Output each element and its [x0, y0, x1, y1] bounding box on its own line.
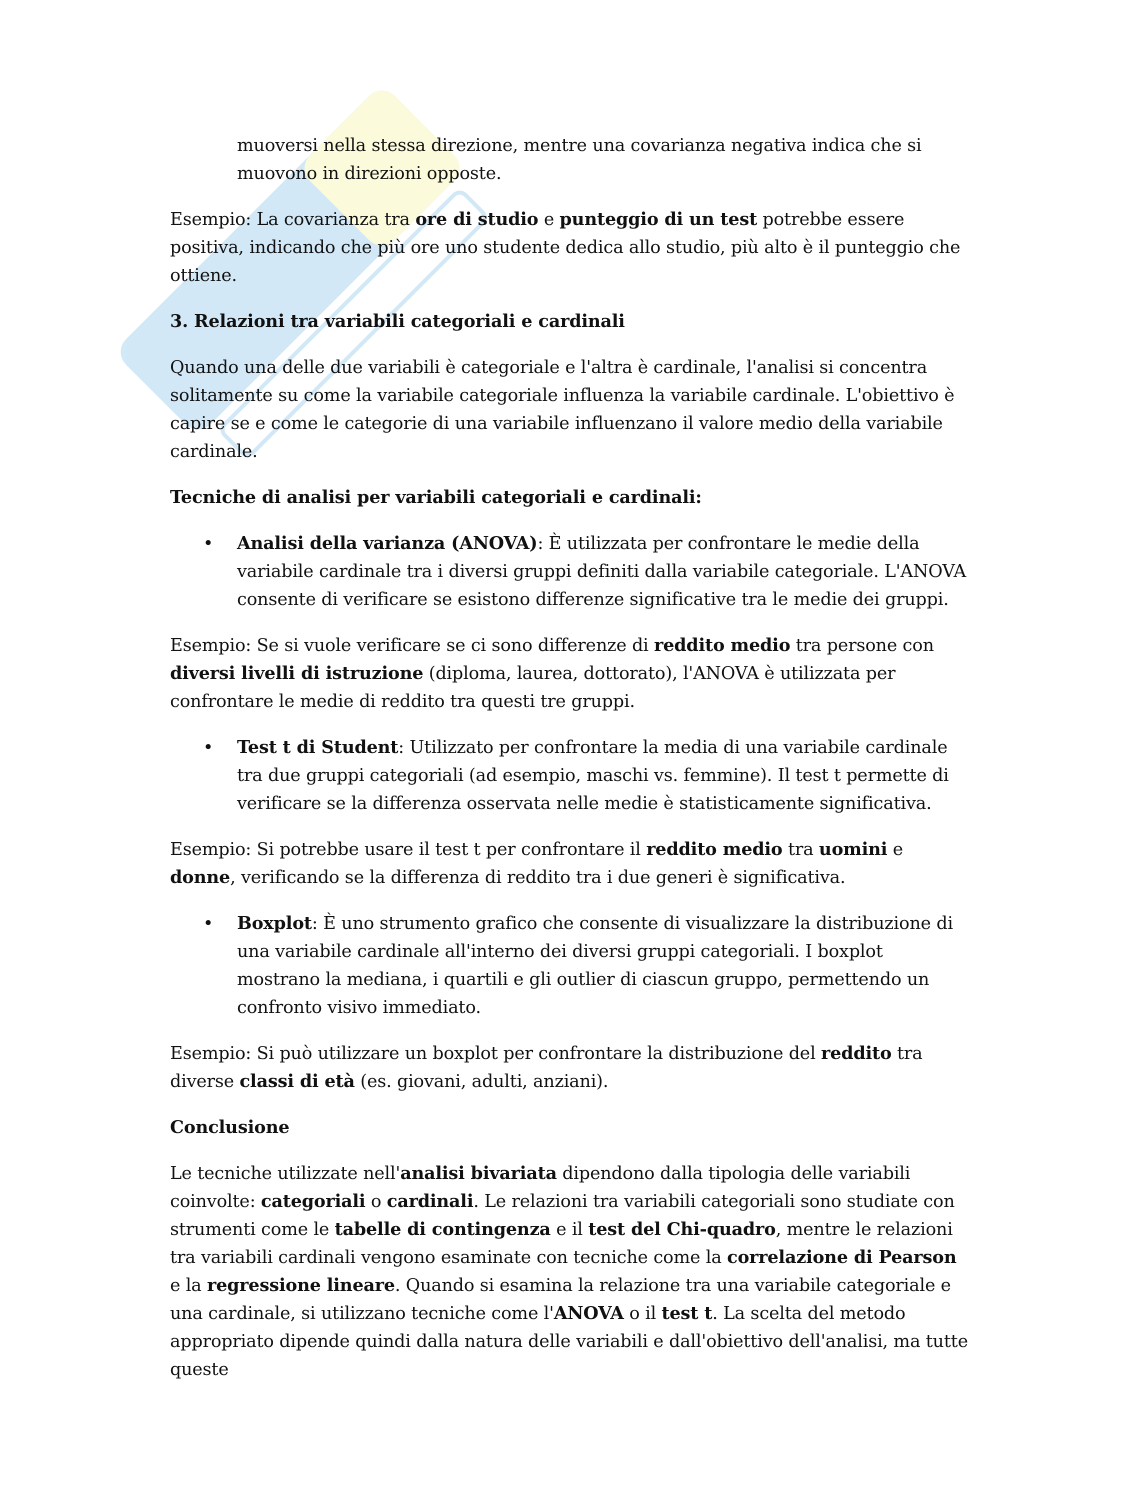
- conclusion-title: Conclusione: [170, 1117, 290, 1138]
- list-item-boxplot: • Boxplot: È uno strumento grafico che consente di visualizzare la distribuzione di una variabile cardinale all'interno dei diversi gruppi categoriali. I boxplot mostrano la mediana, i quartili e gli outlier di ciascun gruppo, permettendo un confronto visivo immediato.: [170, 910, 970, 1022]
- bullet-icon: •: [203, 914, 214, 934]
- bullet-icon: •: [203, 738, 214, 758]
- techniques-title: Tecniche di analisi per variabili categoriali e cardinali:: [170, 487, 702, 508]
- list-item-anova: • Analisi della varianza (ANOVA): È utilizzata per confrontare le medie della variabile cardinale tra i diversi gruppi definiti dalla variabile categoriale. L'ANOVA consente di verificare se esistono differenze significative tra le medie dei gruppi.: [170, 530, 970, 614]
- continued-paragraph: muoversi nella stessa direzione, mentre una covarianza negativa indica che si muovono in direzioni opposte.: [237, 136, 922, 184]
- bullet-icon: •: [203, 534, 214, 554]
- section-3-title: 3. Relazioni tra variabili categoriali e cardinali: [170, 311, 625, 332]
- list-item-ttest: • Test t di Student: Utilizzato per confrontare la media di una variabile cardinale tra due gruppi categoriali (ad esempio, maschi vs. femmine). Il test t permette di verificare se la differenza osservata nelle medie è statisticamente significativa.: [170, 734, 970, 818]
- conclusion-paragraph: Le tecniche utilizzate nell'analisi bivariata dipendono dalla tipologia delle variabili coinvolte: categoriali o cardinali. Le relazioni tra variabili categoriali sono studiate con strumenti come le tabelle di contingenza e il test del Chi-quadro, mentre le relazioni tra variabili cardinali vengono esaminate con tecniche come la correlazione di Pearson e la regressione lineare. Quando si esamina la relazione tra una variabile categoriale e una cardinale, si utilizzano tecniche come l'ANOVA o il test t. La scelta del metodo appropriato dipende quindi dalla natura delle variabili e dall'obiettivo dell'analisi, ma tutte queste: [170, 1163, 968, 1380]
- boxplot-list: [170, 910, 970, 1022]
- example-ttest: Esempio: Si potrebbe usare il test t per confrontare il reddito medio tra uomini e donne, verificando se la differenza di reddito tra i due generi è significativa.: [170, 839, 904, 888]
- example-covarianza: Esempio: La covarianza tra ore di studio e punteggio di un test potrebbe essere positiva, indicando che più ore uno studente dedica allo studio, più alto è il punteggio che ottiene.: [170, 209, 961, 286]
- section-3-intro: Quando una delle due variabili è categoriale e l'altra è cardinale, l'analisi si concentra solitamente su come la variabile categoriale influenza la variabile cardinale. L'obiettivo è capire se e come le categorie di una variabile influenzano il valore medio della variabile cardinale.: [170, 358, 955, 462]
- document-page: [170, 132, 970, 1402]
- ttest-list: [170, 734, 970, 818]
- anova-list: [170, 530, 970, 614]
- example-boxplot: Esempio: Si può utilizzare un boxplot per confrontare la distribuzione del reddito tra diverse classi di età (es. giovani, adulti, anziani).: [170, 1043, 923, 1092]
- example-anova: Esempio: Se si vuole verificare se ci sono differenze di reddito medio tra persone con diversi livelli di istruzione (diploma, laurea, dottorato), l'ANOVA è utilizzata per confrontare le medie di reddito tra questi tre gruppi.: [170, 635, 934, 712]
